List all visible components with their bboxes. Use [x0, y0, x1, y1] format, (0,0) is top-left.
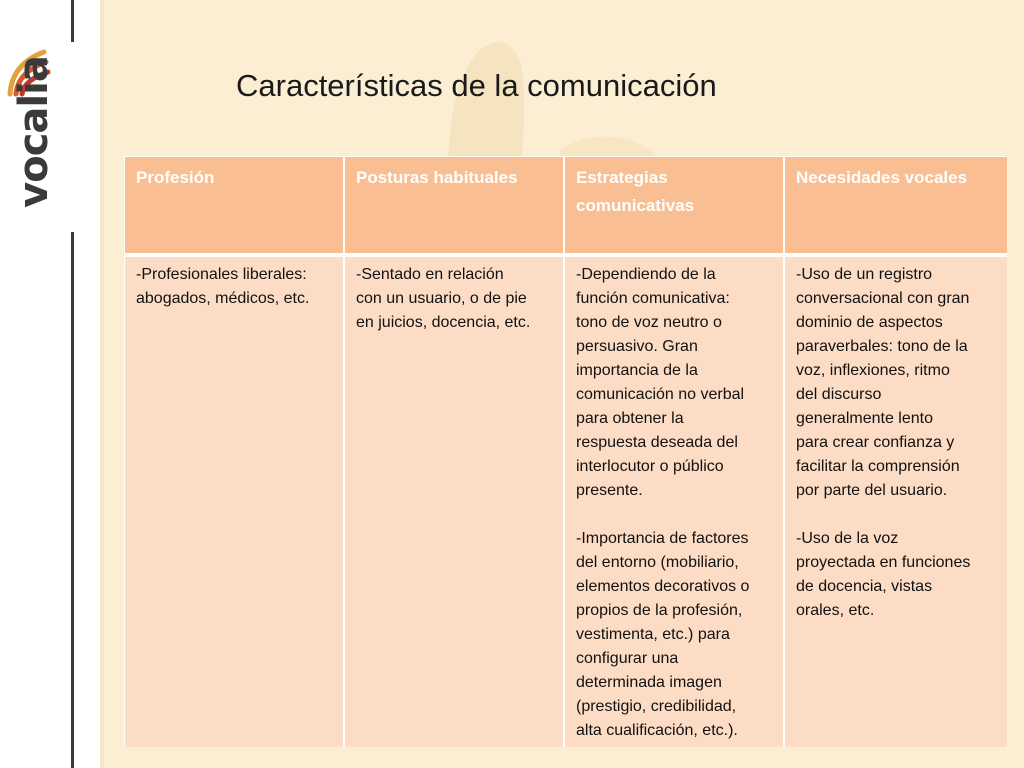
strip-edge: [100, 0, 104, 768]
characteristics-table: [124, 156, 1006, 746]
cell-estrategias: -Dependiendo de la función comunicativa: tono de voz neutro o persuasivo. Gran importancia de la comunicación no verbal para obtener la respuesta deseada del interlocutor o público presente. -Importancia de factores del entorno (mobiliario, elementos decorativos o propios de la profesión, vestimenta, etc.) para configurar una determinada imagen (prestigio, credibilidad, alta cualificación, etc.).: [565, 257, 785, 747]
header-profesion: Profesión: [125, 157, 345, 257]
cell-posturas: -Sentado en relación con un usuario, o de pie en juicios, docencia, etc.: [345, 257, 565, 747]
header-necesidades: Necesidades vocales: [785, 157, 1007, 257]
page-title: Características de la comunicación: [236, 68, 717, 103]
cell-profesion: -Profesionales liberales: abogados, médicos, etc.: [125, 257, 345, 747]
header-estrategias: Estrategias comunicativas: [565, 157, 785, 257]
brand-bottom-line: [71, 232, 74, 768]
vocalia-logo-text: vocalia: [11, 56, 57, 208]
header-posturas: Posturas habituales: [345, 157, 565, 257]
cell-necesidades: -Uso de un registro conversacional con gran dominio de aspectos paraverbales: tono de la voz, inflexiones, ritmo del discurso generalmente lento para crear confianza y facilitar la comprensión por parte del usuario. -Uso de la voz proyectada en funciones de docencia, vistas orales, etc.: [785, 257, 1007, 747]
brand-top-line: [71, 0, 74, 42]
